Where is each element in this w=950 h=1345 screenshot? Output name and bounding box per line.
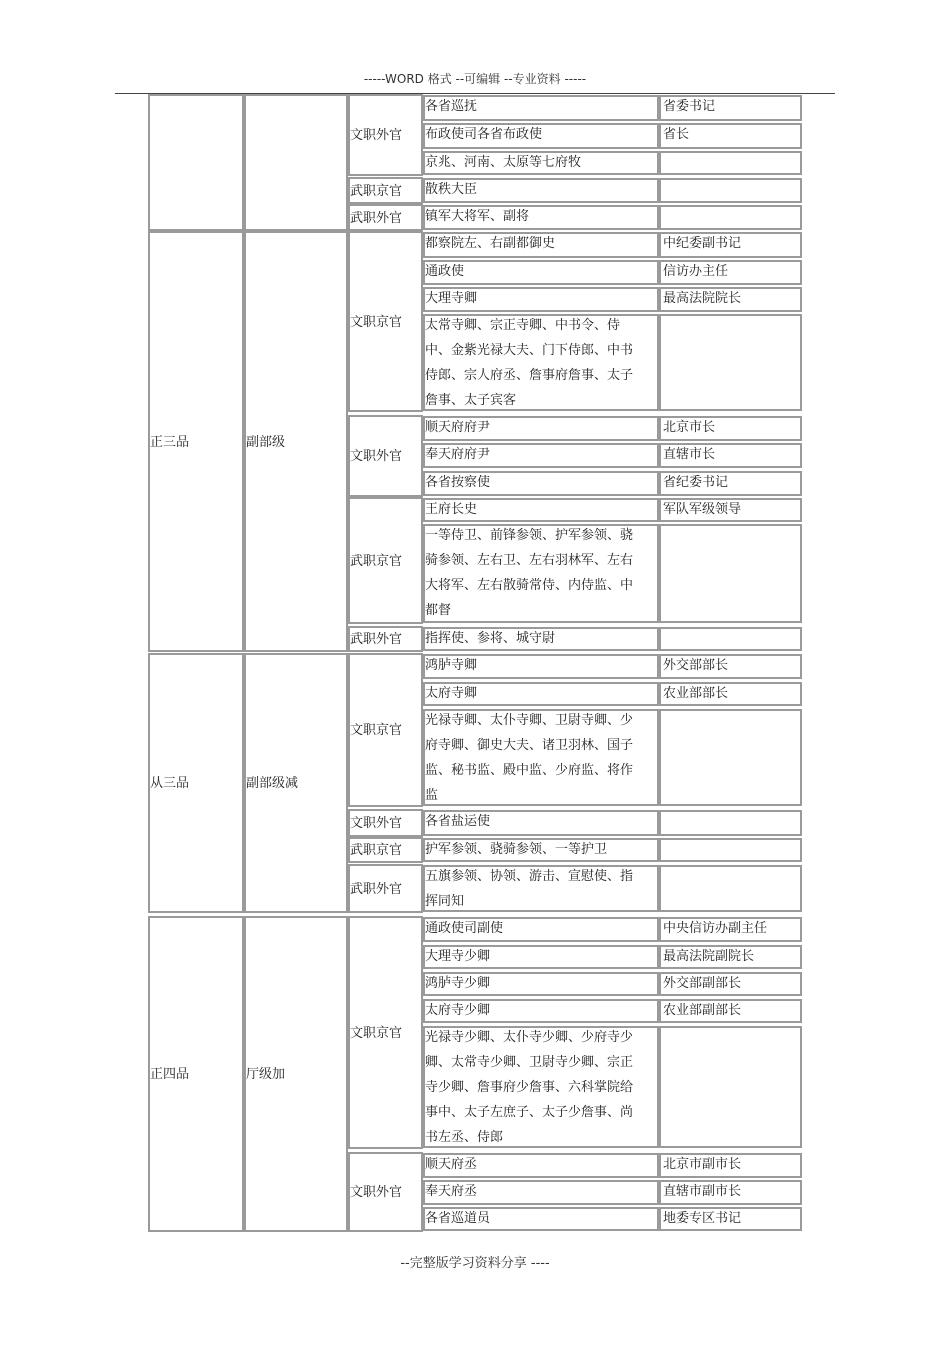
official-title: 各省巡抚 [425, 99, 478, 114]
modern-equivalent: 中央信访办副主任 [663, 921, 768, 936]
modern-equivalent: 农业部部长 [663, 686, 729, 701]
modern-equivalent: 省纪委书记 [663, 475, 729, 490]
modern-equivalent: 最高法院院长 [663, 291, 742, 306]
modern-equivalent: 直辖市副市长 [663, 1184, 742, 1199]
official-title: 光禄寺卿、太仆寺卿、卫尉寺卿、少府寺卿、御史大夫、诸卫羽林、国子监、秘书监、殿中监、少府监、将作监 [425, 713, 634, 803]
level-cell [244, 94, 348, 231]
category-label: 文职外官 [350, 816, 403, 831]
official-title: 太府寺少卿 [425, 1003, 491, 1018]
modern-equivalent: 外交部副部长 [663, 976, 742, 991]
modern-equivalent: 农业部副部长 [663, 1003, 742, 1018]
modern-equivalent: 最高法院副院长 [663, 949, 755, 964]
category-label: 武职外官 [350, 632, 403, 647]
official-title: 指挥使、参将、城守尉 [425, 631, 556, 646]
category-label: 武职外官 [350, 881, 403, 897]
official-title: 布政使司各省布政使 [425, 127, 543, 142]
official-title: 顺天府丞 [425, 1157, 478, 1172]
official-title: 各省按察使 [425, 475, 491, 490]
modern-equivalent: 地委专区书记 [663, 1211, 742, 1226]
official-title: 各省巡道员 [425, 1211, 491, 1226]
modern-cell [659, 1026, 802, 1148]
official-title: 大理寺卿 [425, 291, 478, 306]
official-title: 都察院左、右副都御史 [425, 236, 556, 251]
modern-cell [659, 865, 802, 912]
modern-equivalent: 外交部部长 [663, 658, 729, 673]
modern-equivalent: 省长 [663, 127, 690, 142]
official-title: 太府寺卿 [425, 686, 478, 701]
rank-label: 正三品 [150, 434, 190, 450]
official-title: 大理寺少卿 [425, 949, 491, 964]
official-title: 京兆、河南、太原等七府牧 [425, 155, 582, 170]
modern-cell [659, 314, 802, 411]
official-title: 光禄寺少卿、太仆寺少卿、少府寺少卿、太常寺少卿、卫尉寺少卿、宗正寺少卿、詹事府少詹事、六科掌院给事中、太子左庶子、太子少詹事、尚书左丞、侍郎 [425, 1030, 634, 1145]
official-title: 鸿胪寺卿 [425, 658, 478, 673]
official-title: 太常寺卿、宗正寺卿、中书令、侍中、金紫光禄大夫、门下侍郎、中书侍郎、宗人府丞、詹事府詹事、太子詹事、太子宾客 [425, 318, 634, 408]
level-label: 厅级加 [246, 1067, 286, 1082]
modern-cell [659, 178, 802, 203]
level-label: 副部级 [246, 434, 286, 450]
category-label: 文职外官 [350, 1185, 403, 1200]
official-title: 散秩大臣 [425, 182, 478, 197]
modern-equivalent: 省委书记 [663, 99, 716, 114]
modern-cell [659, 205, 802, 230]
modern-equivalent: 信访办主任 [663, 264, 729, 279]
page-footer: --完整版学习资料分享 ---- [400, 1256, 550, 1271]
rank-label: 正四品 [150, 1067, 190, 1082]
modern-cell [659, 709, 802, 806]
modern-cell [659, 151, 802, 175]
category-label: 武职京官 [350, 553, 403, 569]
official-title: 各省盐运使 [425, 814, 491, 829]
modern-equivalent: 直辖市长 [663, 447, 716, 462]
category-label: 文职京官 [350, 314, 403, 330]
modern-cell [659, 838, 802, 862]
official-title: 顺天府府尹 [425, 420, 491, 435]
category-label: 文职京官 [350, 1025, 403, 1041]
modern-cell [659, 524, 802, 623]
modern-cell [659, 810, 802, 836]
official-title: 护军参领、骁骑参领、一等护卫 [425, 842, 608, 857]
modern-equivalent: 北京市副市长 [663, 1157, 742, 1172]
official-title: 通政使 [425, 264, 465, 279]
category-label: 文职外官 [350, 449, 403, 464]
official-title: 通政使司副使 [425, 921, 504, 936]
rank-label: 从三品 [150, 776, 190, 791]
category-label: 武职外官 [350, 210, 403, 226]
modern-equivalent: 军队军级领导 [663, 502, 742, 517]
modern-cell [659, 627, 802, 651]
official-title: 五旗参领、协领、游击、宣慰使、指挥同知 [425, 869, 634, 909]
category-label: 武职京官 [350, 183, 403, 199]
rank-cell [148, 94, 244, 231]
modern-equivalent: 北京市长 [663, 420, 716, 435]
modern-equivalent: 中纪委副书记 [663, 236, 742, 251]
official-title: 一等侍卫、前锋参领、护军参领、骁骑参领、左右卫、左右羽林军、左右大将军、左右散骑常侍、内侍监、中都督 [425, 528, 634, 618]
page-header: -----WORD 格式 --可编辑 --专业资料 ----- [363, 72, 587, 86]
official-title: 鸿胪寺少卿 [425, 976, 491, 991]
official-title: 镇军大将军、副将 [425, 209, 530, 224]
official-title: 奉天府丞 [425, 1184, 478, 1199]
category-label: 文职京官 [350, 723, 403, 738]
official-title: 奉天府府尹 [425, 447, 491, 462]
level-label: 副部级减 [246, 776, 299, 791]
official-title: 王府长史 [425, 502, 478, 517]
category-label: 武职京官 [350, 843, 403, 858]
category-label: 文职外官 [350, 128, 403, 143]
